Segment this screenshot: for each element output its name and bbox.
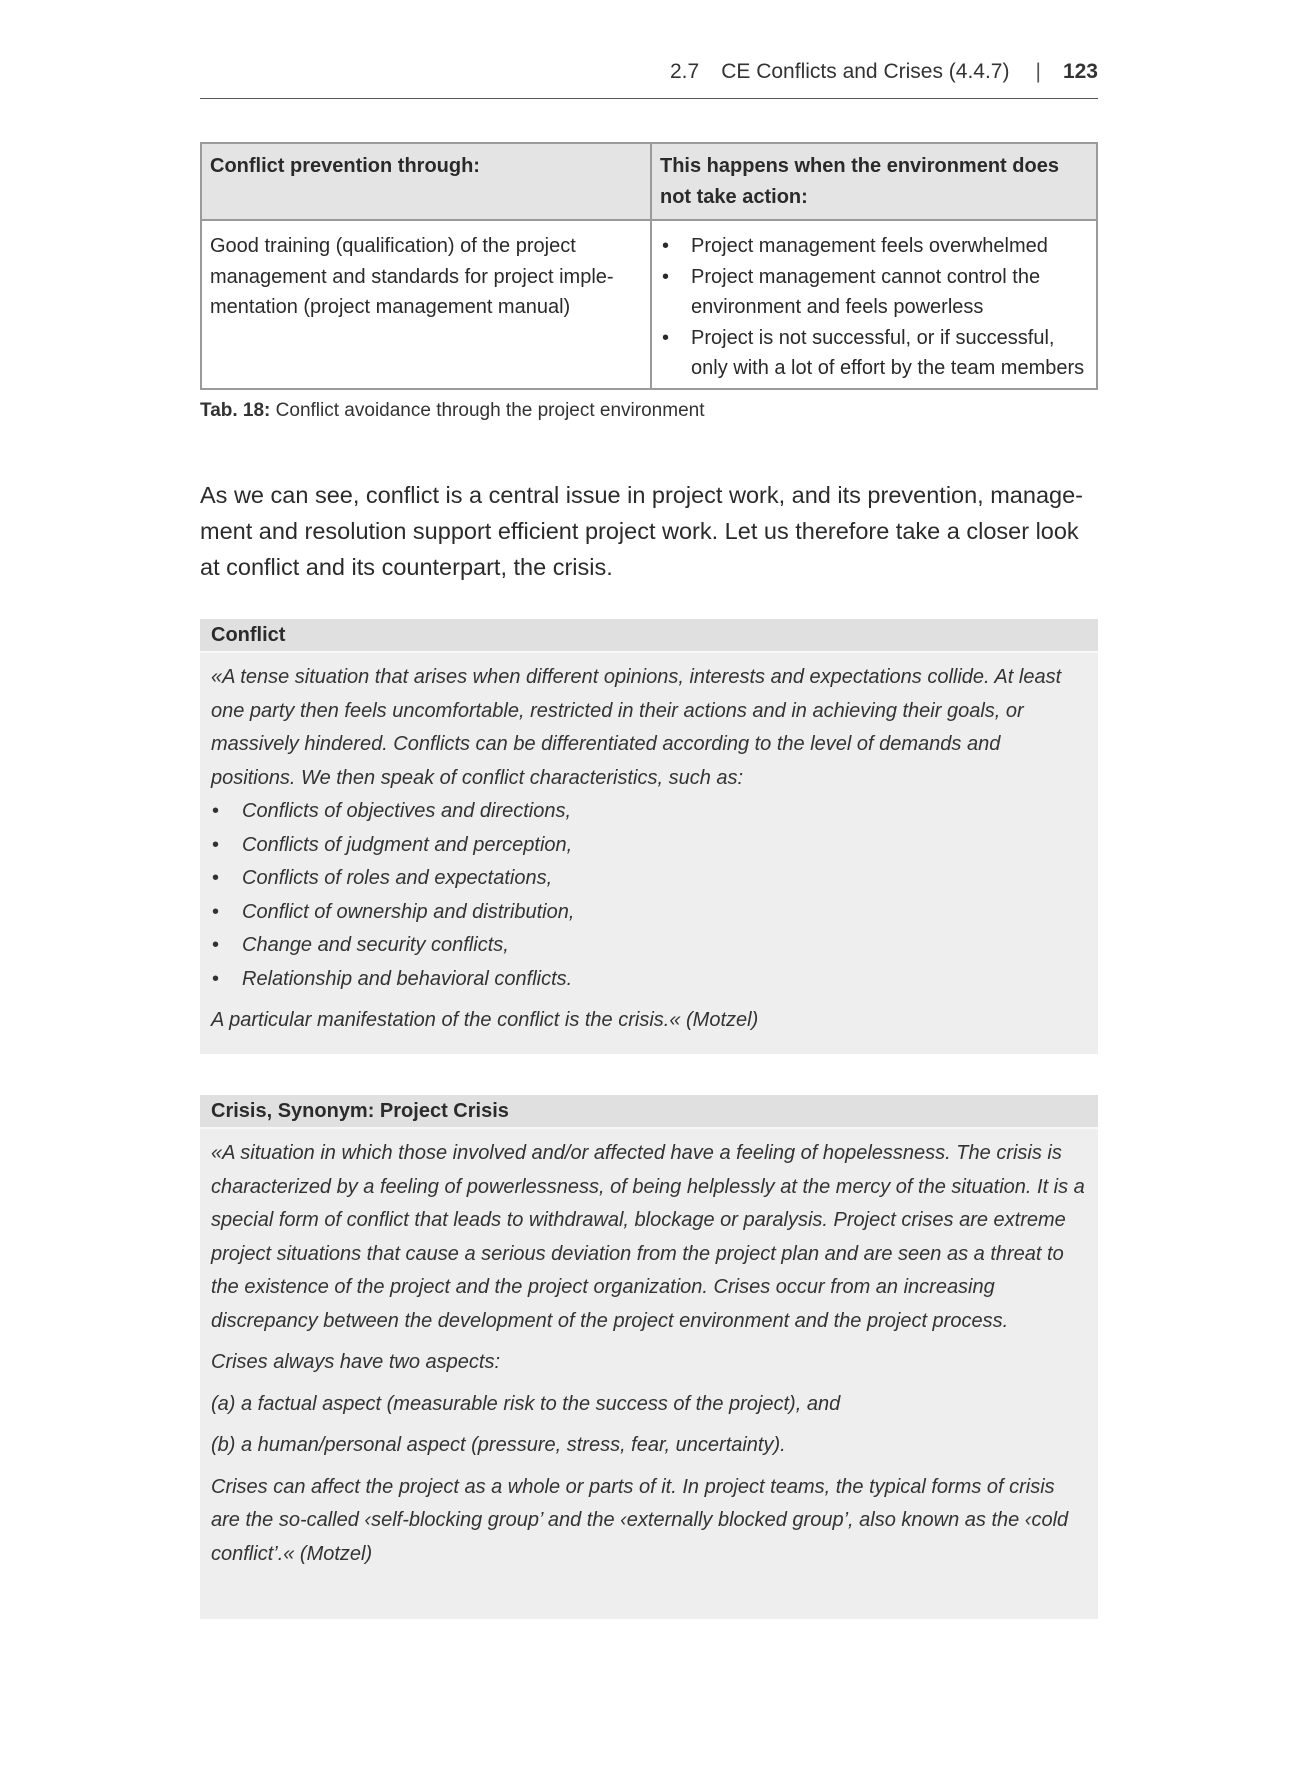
caption-label: Tab. 18:: [200, 400, 271, 421]
bullet-list: [211, 795, 1086, 996]
table-caption: [200, 400, 704, 422]
list-item: • Conflict of ownership and distribution,: [211, 896, 1086, 930]
list-item: • Conflicts of roles and expectations,: [211, 862, 1086, 896]
table-cell: Good training (qualification) of the project management and standards for project imple-mentation (project management manual): [201, 220, 651, 389]
bullet-list: [660, 231, 1088, 384]
list-item: • Project management cannot control the environment and feels powerless: [660, 262, 1088, 323]
definition-box-conflict: [200, 619, 1098, 1054]
definition-text: «A situation in which those involved and/or affected have a feeling of hopelessness. The crisis is characterized by a feeling of powerlessness, of being helplessly at the mercy of the situation. It is a special form of conflict that leads to withdrawal, blockage or paralysis. Project crises are extreme project situations that cause a serious deviation from the project plan and are seen as a threat to the existence of the project and the project organization. Crises occur from an increasing discrepancy between the development of the project environment and the project process.: [211, 1142, 1085, 1332]
definition-body: [200, 1129, 1098, 1581]
table-header-cell: Conflict prevention through:: [201, 143, 651, 220]
list-item: • Project management feels overwhelmed: [660, 231, 1088, 262]
definition-box-crisis: [200, 1095, 1098, 1619]
conflict-avoidance-table: [200, 142, 1098, 390]
section-title: CE Conflicts and Crises (4.4.7): [721, 60, 1010, 83]
definition-text: A particular manifestation of the conflict is the crisis.« (Motzel): [211, 1009, 759, 1031]
list-item: • Conflicts of objectives and directions,: [211, 795, 1086, 829]
definition-title: Conflict: [200, 619, 1098, 653]
definition-title: Crisis, Synonym: Project Crisis: [200, 1095, 1098, 1129]
table-cell: [651, 220, 1097, 389]
list-item: • Conflicts of judgment and perception,: [211, 829, 1086, 863]
table-row: [201, 220, 1097, 389]
body-paragraph: As we can see, conflict is a central issue in project work, and its prevention, manage-ment and resolution support efficient project work. Let us therefore take a closer look at conflict and its counterpart, the crisis.: [200, 482, 1083, 580]
list-item: • Project is not successful, or if successful, only with a lot of effort by the team members: [660, 323, 1088, 384]
table-header-row: [201, 143, 1097, 220]
table-header-cell: This happens when the environment does not take action:: [651, 143, 1097, 220]
page-number: 123: [1062, 60, 1098, 83]
definition-text: «A tense situation that arises when different opinions, interests and expectations collide. At least one party then feels uncomfortable, restricted in their actions and in achieving their goals, or massively hindered. Conflicts can be differentiated according to the level of demands and positions. We then speak of conflict characteristics, such as:: [211, 666, 1062, 789]
header-separator: |: [1035, 60, 1041, 83]
caption-text: Conflict avoidance through the project environment: [275, 400, 705, 421]
definition-text: Crises always have two aspects:: [211, 1351, 501, 1373]
list-item: • Relationship and behavioral conflicts.: [211, 963, 1086, 997]
definition-text: Crises can affect the project as a whole or parts of it. In project teams, the typical forms of crisis are the so-called ‹self-blocking group’ and the ‹externally blocked group’, also known as the ‹cold conflict’.« (Motzel): [211, 1475, 1069, 1565]
definition-body: [200, 653, 1098, 1048]
definition-text: (b) a human/personal aspect (pressure, stress, fear, uncertainty).: [211, 1434, 786, 1456]
list-item: • Change and security conflicts,: [211, 929, 1086, 963]
running-header: [200, 60, 1098, 99]
section-number: 2.7: [670, 60, 700, 83]
definition-text: (a) a factual aspect (measurable risk to the success of the project), and: [211, 1392, 841, 1415]
